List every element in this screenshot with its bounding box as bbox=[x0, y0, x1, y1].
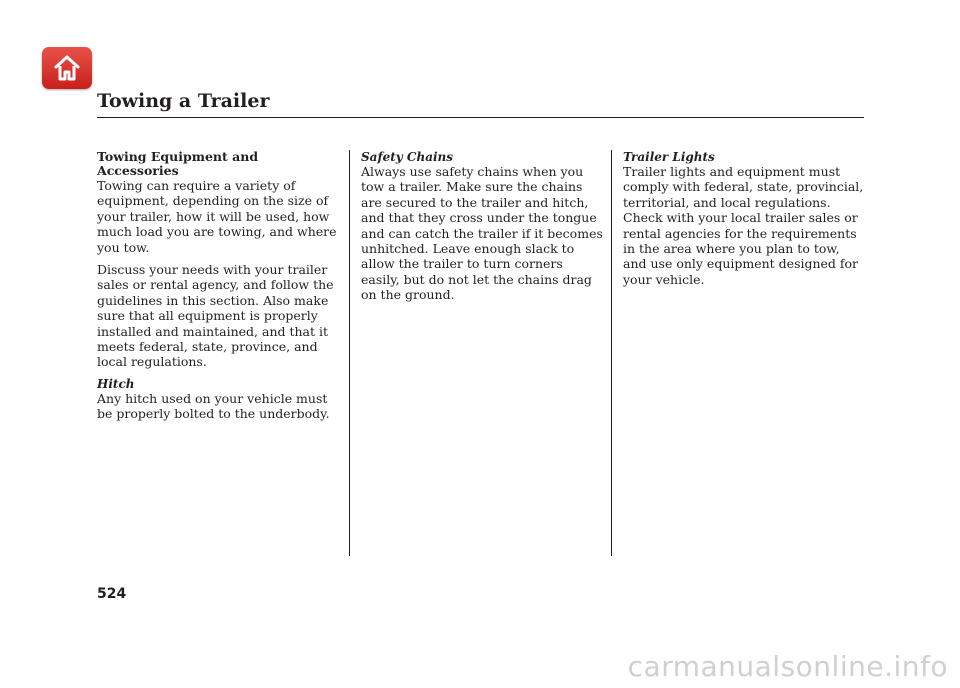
watermark: carmanualsonline.info bbox=[627, 650, 948, 683]
column-1 bbox=[97, 150, 341, 429]
subheading-trailer-lights: Trailer Lights bbox=[623, 150, 715, 164]
column-3 bbox=[623, 150, 867, 294]
subheading-hitch: Hitch bbox=[97, 376, 135, 391]
home-icon bbox=[54, 54, 80, 82]
subheading-safety-chains: Safety Chains bbox=[361, 150, 454, 164]
paragraph: Always use safety chains when you tow a trailer. Make sure the chains are secured to the trailer and hitch, and that they cross under the tongue and can catch the trailer if it becomes unhitched. Leave enough slack to allow the trailer to turn corners easily, but do not let the chains drag on the ground. bbox=[361, 164, 603, 303]
paragraph: Trailer lights and equipment must comply with federal, state, provincial, territorial, and local regulations. Check with your local trailer sales or rental agencies for the requirements in the area where you plan to tow, and use only equipment designed for your vehicle. bbox=[623, 164, 864, 287]
paragraph: Any hitch used on your vehicle must be properly bolted to the underbody. bbox=[97, 390, 330, 422]
paragraph: Towing can require a variety of equipment, depending on the size of your trailer, how it will be used, how much load you are towing, and where you tow. bbox=[97, 178, 337, 255]
page-title: Towing a Trailer bbox=[97, 90, 270, 112]
paragraph: Discuss your needs with your trailer sales or rental agency, and follow the guidelines in this section. Also make sure that all equipment is properly installed and maintained, and that it meets federal, state, province, and local regulations. bbox=[97, 262, 334, 370]
column-divider bbox=[611, 150, 612, 556]
column-divider bbox=[349, 150, 350, 556]
section-heading: Towing Equipment and Accessories bbox=[97, 149, 259, 178]
home-button[interactable] bbox=[42, 47, 92, 89]
page-number: 524 bbox=[97, 586, 127, 602]
title-divider bbox=[97, 117, 864, 118]
column-2 bbox=[361, 150, 605, 310]
